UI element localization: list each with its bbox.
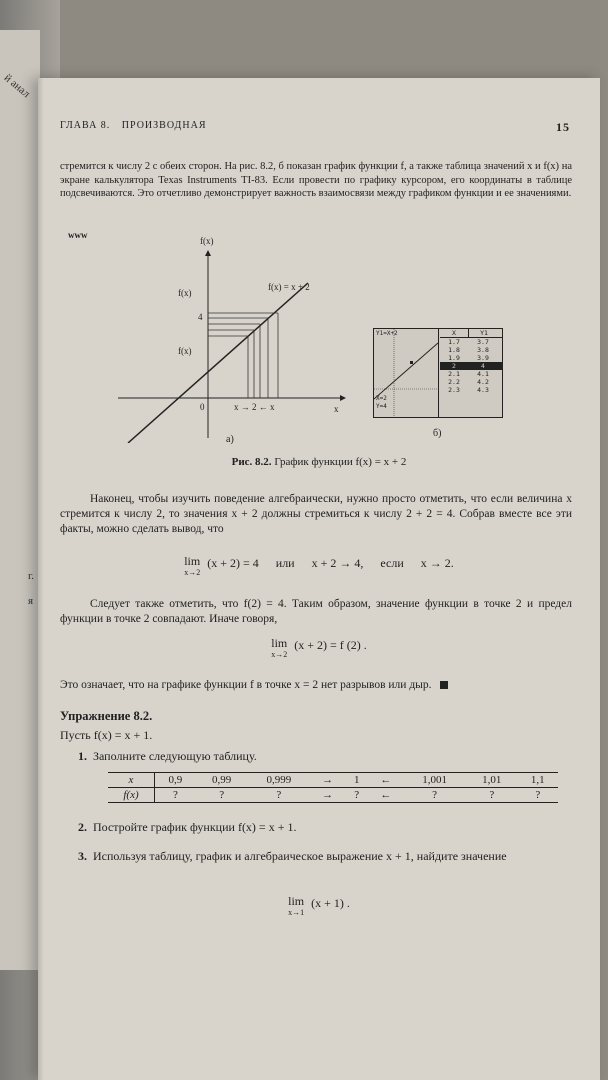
calc-cell-y: 4.1 (477, 370, 489, 378)
end-of-proof-icon (440, 681, 448, 689)
limit-operator: lim x→2 (184, 554, 201, 577)
table-cell: 0,99 (196, 773, 248, 788)
chapter-label: ГЛАВА 8. (60, 120, 111, 131)
formula-1 (38, 556, 600, 578)
calc-cell-x: 1.8 (448, 346, 460, 354)
left-page-edge (0, 30, 40, 970)
left-page-fragment: й анал (1, 71, 33, 101)
calc-col-x: X (452, 329, 456, 337)
formula-expression: (x + 2) = f (2) . (294, 638, 367, 652)
panel-b-label: б) (433, 428, 442, 439)
formula-expression: (x + 2) = 4 (207, 556, 259, 570)
calc-table-row (440, 378, 502, 386)
running-header (60, 120, 570, 134)
exercise-step-3 (78, 848, 568, 865)
curve-label: f(x) = x + 2 (268, 282, 310, 292)
table-cell: ? (432, 789, 438, 801)
table-cell: ? (489, 789, 495, 801)
calc-cursor-y: Y=4 (376, 403, 387, 410)
step-number: 3. (78, 849, 87, 863)
paragraph-4 (60, 678, 580, 693)
origin-label: 0 (200, 402, 205, 412)
calc-table-rows (440, 338, 502, 394)
calc-table-row (440, 370, 502, 378)
calc-table-row (440, 354, 502, 362)
calc-cell-y: 4.3 (477, 386, 489, 394)
page-edge (38, 78, 44, 1080)
book-page (38, 78, 600, 1080)
table-cell: 1,1 (518, 773, 558, 788)
formula-3 (38, 896, 600, 918)
www-icon: www (68, 230, 88, 240)
calc-cursor-x: X=2 (376, 395, 387, 402)
calc-cell-x: 1.7 (448, 338, 460, 346)
left-page-fragment: г. (28, 570, 35, 582)
table-cell: ? (276, 789, 282, 801)
calc-table-header (440, 329, 502, 338)
formula-expression: (x + 1) . (311, 896, 350, 910)
panel-a-label: а) (226, 434, 234, 445)
table-cell: 0,999 (247, 773, 310, 788)
limit-operator: lim x→1 (288, 894, 305, 917)
calc-cell-x: 2 (452, 362, 456, 370)
formula-condition: x → 2. (420, 556, 454, 570)
paragraph-3: Следует также отметить, что f(2) = 4. Таким образом, значение функции в точке 2 и предел функции в точке 2 совпадают. Иначе говоря, (60, 598, 572, 625)
calc-cell-x: 2.2 (448, 378, 460, 386)
figure-a-graph (68, 230, 348, 445)
exercise-step-2 (78, 820, 296, 835)
table-header-x: x (108, 773, 155, 788)
step-number: 1. (78, 749, 87, 763)
table-cell: ← (368, 773, 403, 788)
formula-2 (38, 638, 600, 660)
y-approach-bottom: f(x) (178, 346, 192, 356)
exercise-intro: Пусть f(x) = x + 1. (60, 728, 153, 742)
exercise-step-1 (78, 749, 257, 764)
values-table (108, 772, 558, 803)
limit-operator: lim x→2 (271, 636, 288, 659)
table-cell: ? (219, 789, 225, 801)
calc-cell-y: 3.9 (477, 354, 489, 362)
formula-or: или (275, 556, 295, 570)
calc-table-row (440, 338, 502, 346)
calc-cell-y: 4.2 (477, 378, 489, 386)
table-cell: 1 (345, 773, 368, 788)
table-cell: 0,9 (155, 773, 196, 788)
table-cell: ? (535, 789, 541, 801)
calc-table-row (440, 386, 502, 394)
paragraph-1: стремится к числу 2 с обеих сторон. На рис. 8.2, б показан график функции f, а также таблица значений x и f(x) на экране калькулятора Texas Instruments TI-83. Если провести по графику курсором, его координаты в таблице подсвечиваются. Это отчетливо демонстрирует важность взаимосвязи между графиком функции и ее значениями. (60, 161, 572, 199)
calc-cell-y: 3.8 (477, 346, 489, 354)
calc-cell-x: 1.9 (448, 354, 460, 362)
table-header-f: f(x) (108, 788, 155, 803)
table-cell: → (310, 773, 345, 788)
calc-cell-y: 4 (481, 362, 485, 370)
calc-graph-pane (374, 329, 439, 417)
table-cell: ? (354, 789, 360, 801)
table-row (108, 788, 558, 803)
calc-cell-y: 3.7 (477, 338, 489, 346)
chapter-title: ПРОИЗВОДНАЯ (121, 120, 207, 131)
table-cell: ? (172, 789, 178, 801)
table-cell: 1,01 (466, 773, 518, 788)
paragraph-4-text: Это означает, что на графике функции f в точке x = 2 нет разрывов или дыр. (60, 679, 432, 691)
step-text: Заполните следующую таблицу. (93, 749, 257, 763)
calc-screen-title: Y1=X+2 (376, 330, 398, 337)
left-page-fragment: я (28, 595, 34, 607)
formula-expression-2: x + 2 → 4, (311, 556, 364, 570)
formula-if: если (380, 556, 404, 570)
calc-cell-x: 2.1 (448, 370, 460, 378)
calc-cell-x: 2.3 (448, 386, 460, 394)
y-approach-top: f(x) (178, 288, 192, 298)
table-cell: ← (380, 789, 392, 801)
figure-b-calculator (373, 328, 503, 439)
exercise-title: Упражнение 8.2. (60, 709, 153, 723)
caption-text: График функции f(x) = x + 2 (274, 456, 407, 468)
paragraph-2: Наконец, чтобы изучить поведение алгебраически, нужно просто отметить, что если величина x стремится к числу 2, то значения x + 2 должны стремиться к числу 2 + 2 = 4. Собрав вместе все эти факты, можно сделать вывод, что (60, 493, 572, 535)
table-cell: 1,001 (403, 773, 466, 788)
calc-table-row (440, 346, 502, 354)
caption-label: Рис. 8.2. (231, 456, 272, 468)
y-value: 4 (198, 312, 203, 322)
x-approach-label: x → 2 ← x (234, 402, 275, 412)
y-axis-label: f(x) (200, 236, 214, 246)
step-text: Постройте график функции f(x) = x + 1. (93, 820, 297, 834)
step-number: 2. (78, 820, 87, 834)
graph-svg (108, 238, 348, 443)
calc-table-pane (440, 329, 502, 417)
table-row (108, 773, 558, 788)
calc-table-row (440, 362, 502, 370)
x-axis-label: x (334, 404, 339, 414)
calculator-screen (373, 328, 503, 418)
page-number: 15 (556, 120, 570, 134)
calc-col-y: Y1 (468, 329, 499, 337)
step-text: Используя таблицу, график и алгебраическое выражение x + 1, найдите значение (93, 849, 507, 863)
table-cell: → (322, 789, 334, 801)
figure-caption (38, 456, 600, 468)
